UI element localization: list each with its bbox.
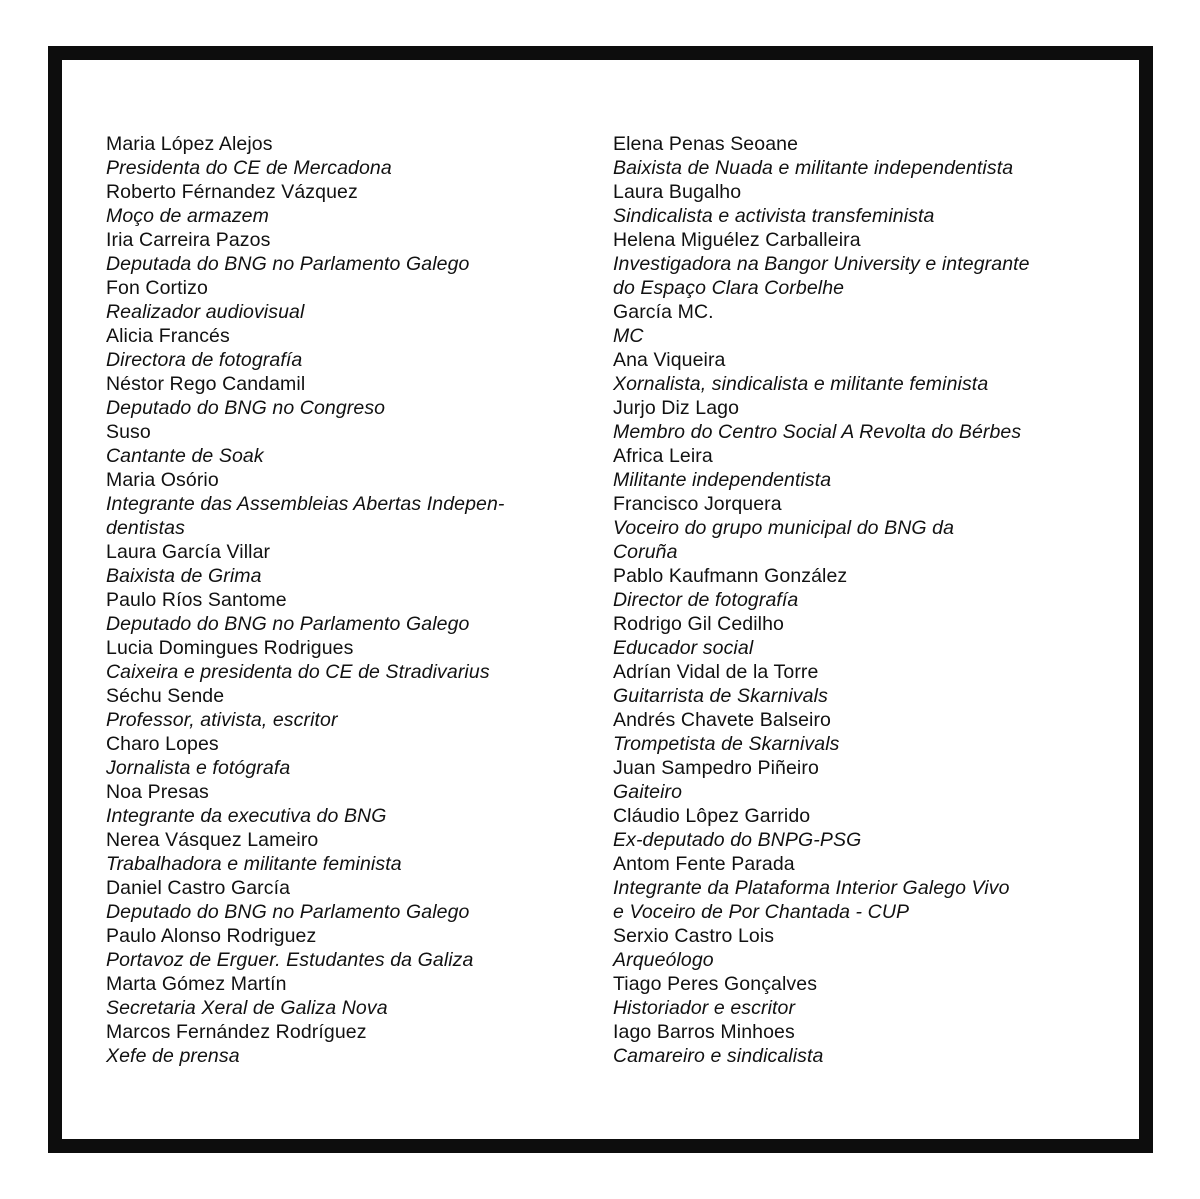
signatory-entry [106, 180, 576, 228]
signatory-role: Arqueólogo [613, 949, 714, 971]
signatory-role: Xefe de prensa [106, 1045, 240, 1067]
signatory-role: Camareiro e sindicalista [613, 1045, 824, 1067]
signatory-role: Militante independentista [613, 469, 832, 491]
signatory-role: Caixeira e presidenta do CE de Stradivarius [106, 661, 490, 683]
signatory-entry [106, 684, 576, 732]
right-column [613, 132, 1083, 1068]
signatory-entry [613, 756, 1083, 804]
signatory-role: Integrante da Plataforma Interior Galego Vivo [613, 877, 1010, 899]
signatory-name: Noa Presas [106, 781, 209, 803]
signatory-role: Baixista de Nuada e militante independentista [613, 157, 1014, 179]
signatory-name: Adrían Vidal de la Torre [613, 661, 819, 683]
signatory-role: dentistas [106, 517, 185, 539]
signatory-entry [106, 324, 576, 372]
left-column [106, 132, 576, 1068]
signatory-name: Séchu Sende [106, 685, 225, 707]
signatory-role: Deputada do BNG no Parlamento Galego [106, 253, 470, 275]
signatory-entry [613, 444, 1083, 492]
signatory-entry [106, 924, 576, 972]
signatory-entry [106, 132, 576, 180]
signatory-name: Paulo Ríos Santome [106, 589, 287, 611]
signatory-name: Iria Carreira Pazos [106, 229, 271, 251]
signatory-role: Guitarrista de Skarnivals [613, 685, 828, 707]
signatory-role: Moço de armazem [106, 205, 269, 227]
signatory-entry [106, 228, 576, 276]
signatory-entry [106, 1020, 576, 1068]
signatory-name: Néstor Rego Candamil [106, 373, 306, 395]
signatory-role: Realizador audiovisual [106, 301, 305, 323]
signatory-name: Cláudio Lôpez Garrido [613, 805, 811, 827]
signatory-entry [106, 636, 576, 684]
signatory-name: Daniel Castro García [106, 877, 291, 899]
signatory-name: Fon Cortizo [106, 277, 208, 299]
signatory-name: Suso [106, 421, 151, 443]
signatory-role: Integrante das Assembleias Abertas Indepen- [106, 493, 505, 515]
signatory-entry [613, 924, 1083, 972]
signatory-entry [613, 564, 1083, 612]
signatory-entry [106, 732, 576, 780]
signatory-role: Investigadora na Bangor University e integrante [613, 253, 1030, 275]
signatory-role: Sindicalista e activista transfeminista [613, 205, 935, 227]
signatory-name: Paulo Alonso Rodriguez [106, 925, 317, 947]
signatory-name: Africa Leira [613, 445, 713, 467]
signatory-role: Ex-deputado do BNPG-PSG [613, 829, 862, 851]
signatory-entry [106, 828, 576, 876]
signatory-role: Gaiteiro [613, 781, 683, 803]
signatory-entry [106, 876, 576, 924]
signatory-name: Ana Viqueira [613, 349, 726, 371]
signatory-name: Laura García Villar [106, 541, 271, 563]
signatory-role: Baixista de Grima [106, 565, 262, 587]
signatory-entry [613, 972, 1083, 1020]
signatory-name: Antom Fente Parada [613, 853, 795, 875]
signatory-entry [613, 612, 1083, 660]
signatory-entry [106, 372, 576, 420]
signatory-entry [613, 396, 1083, 444]
signatory-role: Voceiro do grupo municipal do BNG da [613, 517, 955, 539]
signatory-name: Nerea Vásquez Lameiro [106, 829, 319, 851]
signatory-name: Pablo Kaufmann González [613, 565, 848, 587]
signatory-entry [106, 468, 576, 540]
signatory-entry [613, 708, 1083, 756]
signatory-name: Elena Penas Seoane [613, 133, 799, 155]
signatory-name: Alicia Francés [106, 325, 230, 347]
signatory-entry [613, 852, 1083, 924]
signatory-name: Juan Sampedro Piñeiro [613, 757, 819, 779]
signatory-entry [613, 180, 1083, 228]
signatory-role: Secretaria Xeral de Galiza Nova [106, 997, 388, 1019]
signatory-role: Jornalista e fotógrafa [106, 757, 291, 779]
signatory-name: Iago Barros Minhoes [613, 1021, 795, 1043]
signatory-role: Portavoz de Erguer. Estudantes da Galiza [106, 949, 474, 971]
signatory-name: Tiago Peres Gonçalves [613, 973, 818, 995]
signatory-name: Maria Osório [106, 469, 219, 491]
signatory-entry [613, 804, 1083, 852]
signatory-name: Marcos Fernández Rodríguez [106, 1021, 367, 1043]
signatory-entry [613, 348, 1083, 396]
signatory-entry [106, 420, 576, 468]
signatory-role: Cantante de Soak [106, 445, 264, 467]
signatory-role: Presidenta do CE de Mercadona [106, 157, 392, 179]
signatory-name: Maria López Alejos [106, 133, 273, 155]
signatory-name: Roberto Férnandez Vázquez [106, 181, 358, 203]
signatory-entry [613, 132, 1083, 180]
signatory-role: Coruña [613, 541, 678, 563]
signatory-entry [106, 540, 576, 588]
signatory-name: García MC. [613, 301, 714, 323]
signatory-role: Trompetista de Skarnivals [613, 733, 840, 755]
signatory-name: Andrés Chavete Balseiro [613, 709, 831, 731]
signatory-name: Rodrigo Gil Cedilho [613, 613, 784, 635]
signatory-role: Directora de fotografía [106, 349, 303, 371]
signatory-entry [613, 228, 1083, 300]
signatory-name: Charo Lopes [106, 733, 219, 755]
signatory-role: Membro do Centro Social A Revolta do Bérbes [613, 421, 1022, 443]
signatory-role: Historiador e escritor [613, 997, 796, 1019]
signatory-role: Trabalhadora e militante feminista [106, 853, 402, 875]
signatories-frame [48, 46, 1153, 1153]
signatory-entry [106, 780, 576, 828]
signatory-role: Director de fotografía [613, 589, 799, 611]
signatory-role: MC [613, 325, 644, 347]
signatory-entry [613, 492, 1083, 564]
signatory-name: Jurjo Diz Lago [613, 397, 740, 419]
signatory-role: Professor, ativista, escritor [106, 709, 338, 731]
signatory-entry [613, 1020, 1083, 1068]
signatory-role: Deputado do BNG no Parlamento Galego [106, 613, 470, 635]
signatory-role: do Espaço Clara Corbelhe [613, 277, 845, 299]
signatory-role: Xornalista, sindicalista e militante feminista [613, 373, 989, 395]
signatory-name: Helena Miguélez Carballeira [613, 229, 861, 251]
signatory-entry [613, 300, 1083, 348]
signatory-name: Lucia Domingues Rodrigues [106, 637, 354, 659]
signatory-name: Francisco Jorquera [613, 493, 782, 515]
signatory-name: Serxio Castro Lois [613, 925, 775, 947]
signatory-name: Laura Bugalho [613, 181, 742, 203]
signatory-entry [613, 660, 1083, 708]
signatory-entry [106, 588, 576, 636]
signatory-role: Deputado do BNG no Parlamento Galego [106, 901, 470, 923]
signatory-name: Marta Gómez Martín [106, 973, 287, 995]
signatory-entry [106, 276, 576, 324]
signatory-entry [106, 972, 576, 1020]
signatory-role: e Voceiro de Por Chantada - CUP [613, 901, 910, 923]
signatory-role: Deputado do BNG no Congreso [106, 397, 386, 419]
signatory-role: Integrante da executiva do BNG [106, 805, 387, 827]
signatory-role: Educador social [613, 637, 754, 659]
